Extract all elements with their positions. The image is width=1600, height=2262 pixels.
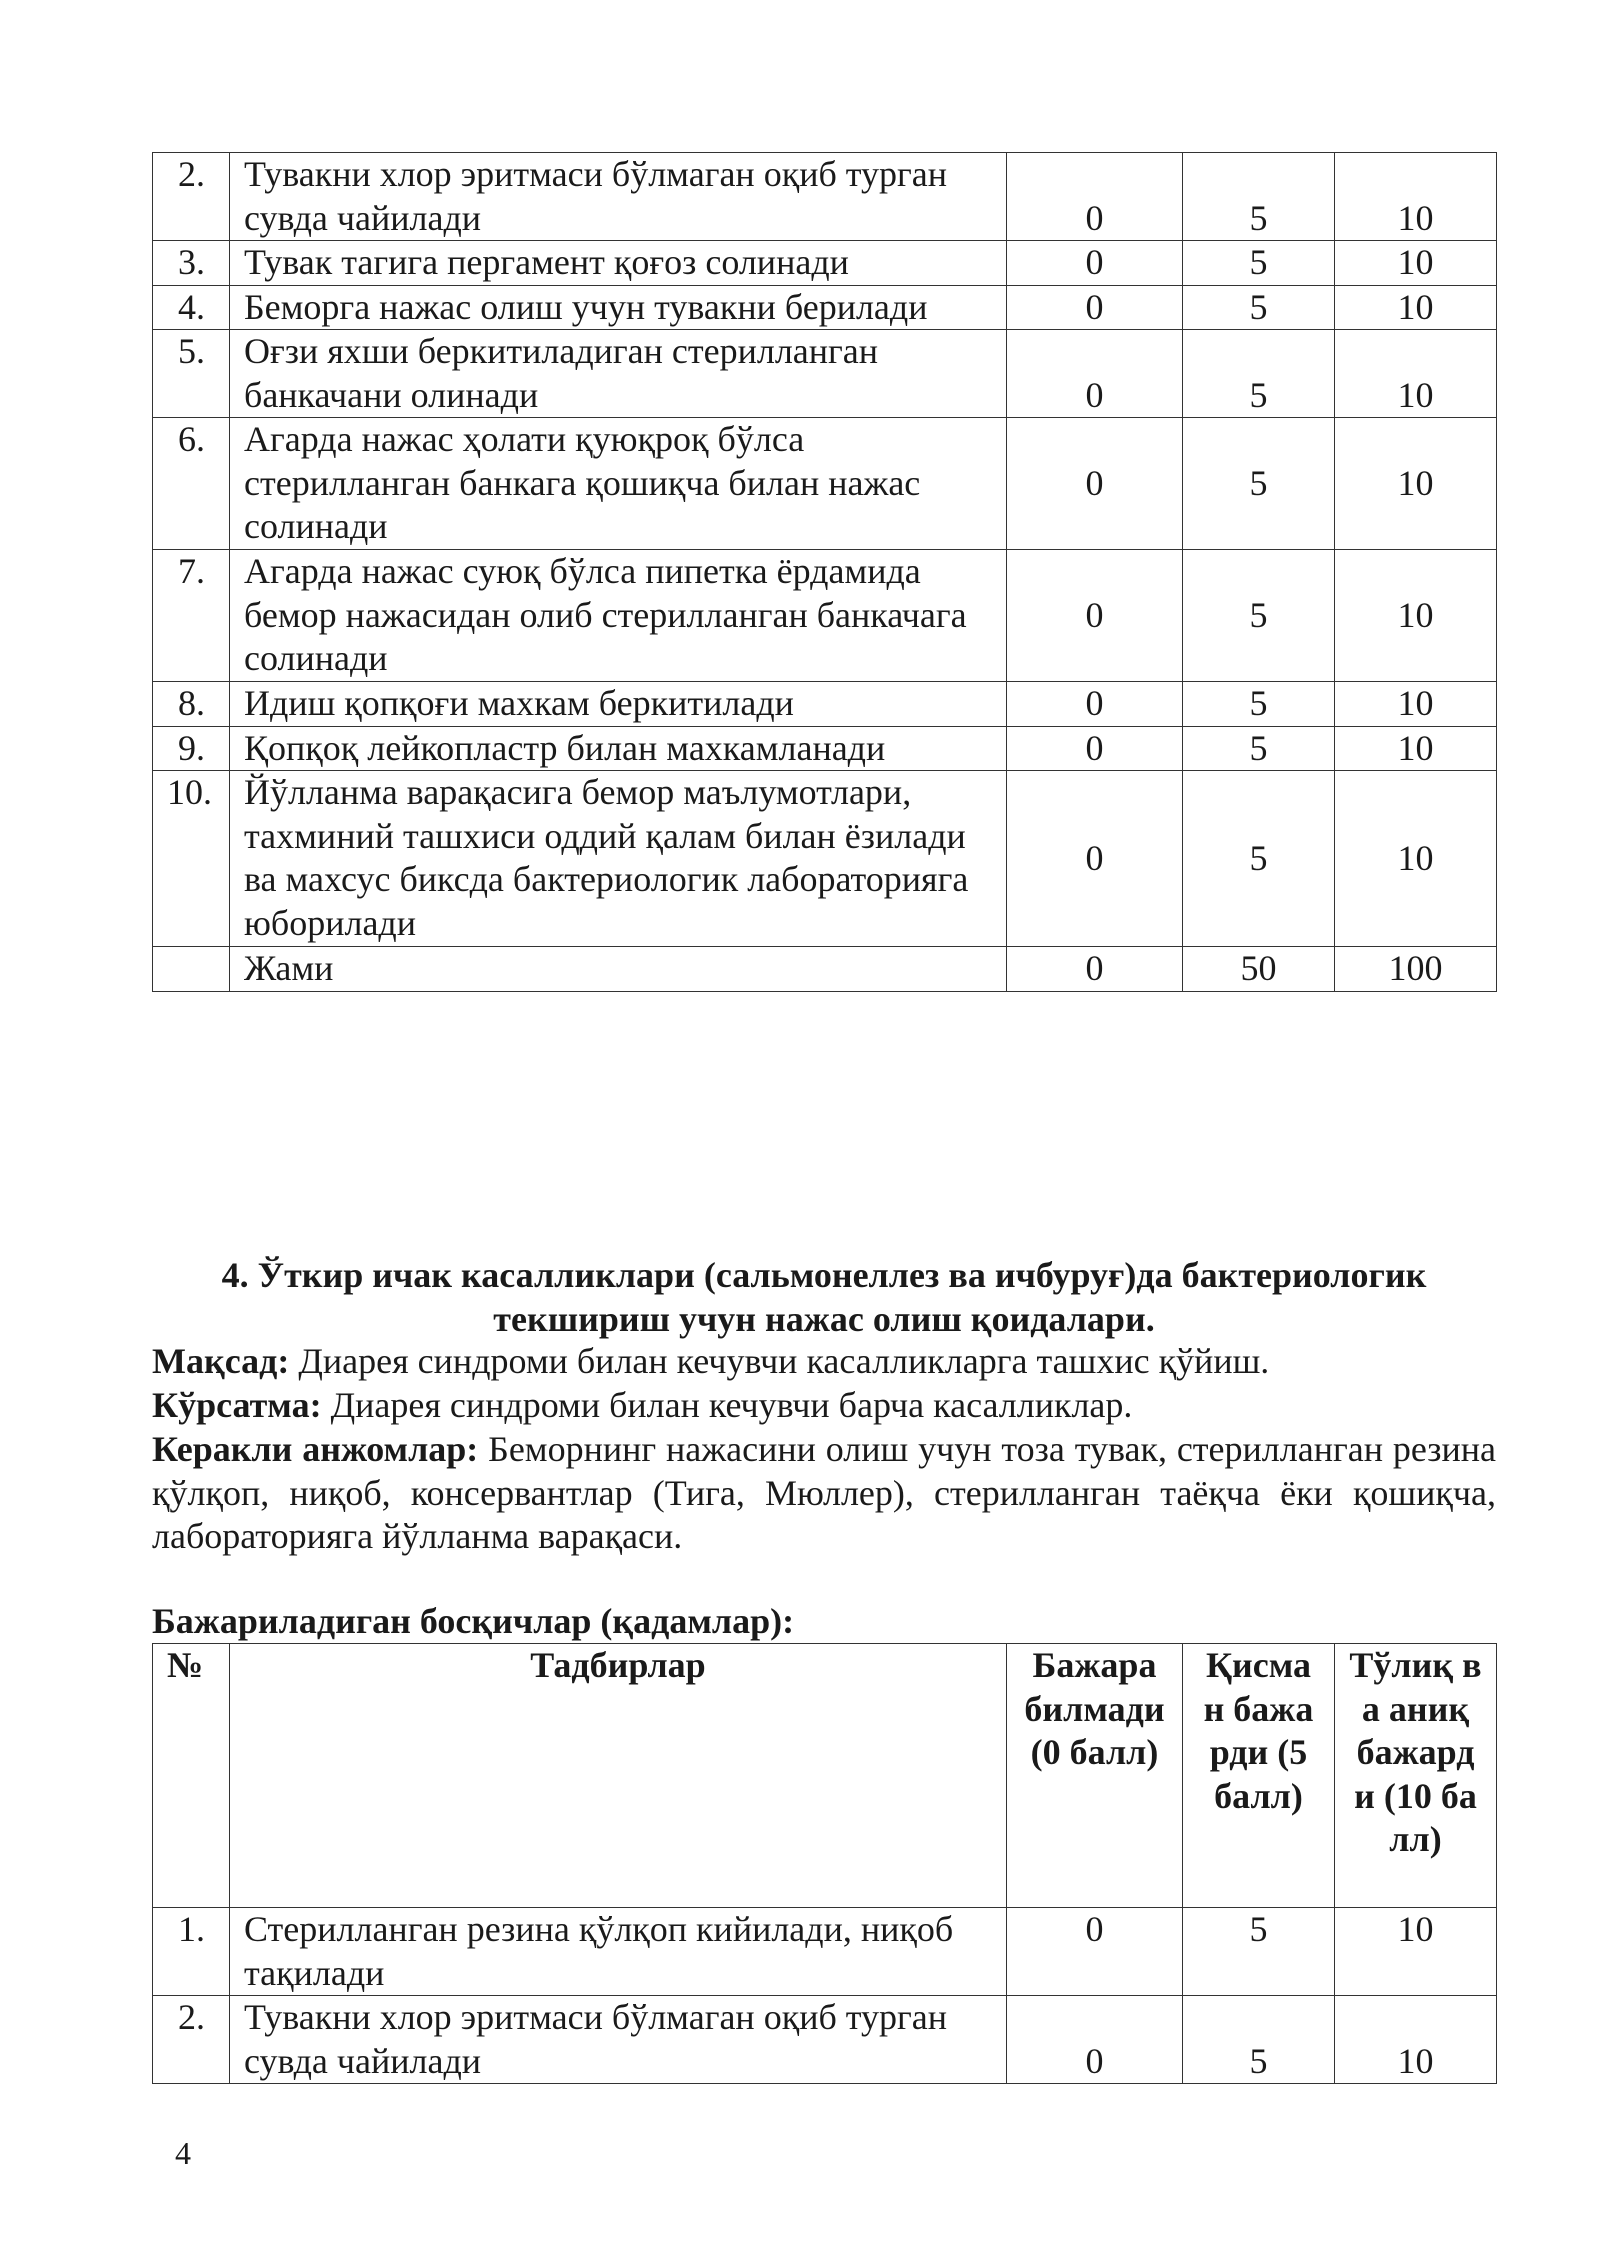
score-10: 10 <box>1335 682 1497 727</box>
score-10: 10 <box>1335 726 1497 771</box>
row-number: 6. <box>153 418 230 550</box>
score-5: 5 <box>1183 550 1335 682</box>
score-5: 5 <box>1183 285 1335 330</box>
row-number: 9. <box>153 726 230 771</box>
score-0: 0 <box>1007 682 1183 727</box>
table-row <box>153 418 1497 550</box>
score-5: 5 <box>1183 771 1335 947</box>
row-activity: Тувакни хлор эритмаси бўлмаган оқиб турган сувда чайилади <box>230 153 1007 241</box>
score-5: 5 <box>1183 418 1335 550</box>
row-number: 1. <box>153 1908 230 1996</box>
row-activity: Идиш қопқоғи махкам беркитилади <box>230 682 1007 727</box>
table-row <box>153 771 1497 947</box>
score-0: 0 <box>1007 330 1183 418</box>
table-row <box>153 550 1497 682</box>
table-row <box>153 153 1497 241</box>
row-number-empty <box>153 947 230 992</box>
score-10: 10 <box>1335 1996 1497 2084</box>
total-score-0: 0 <box>1007 947 1183 992</box>
steps-heading: Бажариладиган босқичлар (қадамлар): <box>152 1601 795 1641</box>
score-0: 0 <box>1007 241 1183 286</box>
score-table <box>152 1643 1497 2084</box>
indication-label: Кўрсатма: <box>152 1385 322 1425</box>
total-score-5: 50 <box>1183 947 1335 992</box>
tools-paragraph <box>152 1428 1496 1559</box>
goal-text: Диарея синдроми билан кечувчи касалликларга ташхис қўйиш. <box>289 1341 1270 1381</box>
header-score-10: Тўлиқ ва аниқ бажарди (10 балл) <box>1335 1644 1497 1908</box>
score-10: 10 <box>1335 285 1497 330</box>
goal-label: Мақсад: <box>152 1341 290 1381</box>
score-0: 0 <box>1007 726 1183 771</box>
section-title-line-2: текшириш учун нажас олиш қоидалари. <box>493 1299 1155 1339</box>
score-0: 0 <box>1007 1908 1183 1996</box>
header-score-0: Бажара билмади (0 балл) <box>1007 1644 1183 1908</box>
row-number: 8. <box>153 682 230 727</box>
score-10: 10 <box>1335 550 1497 682</box>
score-10: 10 <box>1335 1908 1497 1996</box>
row-activity: Йўлланма варақасига бемор маълумотлари, тахминий ташхиси оддий қалам билан ёзилади ва махсус биксда бактериологик лабораторияга юборилади <box>230 771 1007 947</box>
row-activity: Беморга нажас олиш учун тувакни берилади <box>230 285 1007 330</box>
table-row <box>153 285 1497 330</box>
table-row <box>153 726 1497 771</box>
score-5: 5 <box>1183 330 1335 418</box>
header-number: № <box>153 1644 230 1908</box>
score-0: 0 <box>1007 550 1183 682</box>
row-number: 2. <box>153 153 230 241</box>
table-row <box>153 330 1497 418</box>
table-header-row <box>153 1644 1497 1908</box>
row-activity: Оғзи яхши беркитиладиган стерилланган банкачани олинади <box>230 330 1007 418</box>
score-0: 0 <box>1007 285 1183 330</box>
row-activity: Стерилланган резина қўлқоп кийилади, ниқоб тақилади <box>230 1908 1007 1996</box>
score-5: 5 <box>1183 241 1335 286</box>
total-label: Жами <box>230 947 1007 992</box>
score-10: 10 <box>1335 771 1497 947</box>
score-0: 0 <box>1007 153 1183 241</box>
table-row <box>153 241 1497 286</box>
row-number: 5. <box>153 330 230 418</box>
row-number: 10. <box>153 771 230 947</box>
score-5: 5 <box>1183 726 1335 771</box>
row-activity: Қопқоқ лейкопластр билан махкамланади <box>230 726 1007 771</box>
section-title <box>152 1253 1496 1341</box>
score-10: 10 <box>1335 241 1497 286</box>
row-activity: Тувакни хлор эритмаси бўлмаган оқиб турган сувда чайилади <box>230 1996 1007 2084</box>
indication-paragraph <box>152 1384 1496 1428</box>
tools-text: Беморнинг нажасини олиш учун тоза тувак, стерилланган резина қўлқоп, ниқоб, консервантлар (Тига, Мюллер), стерилланган таёқча ёки қошиқча, лабораторияга йўлланма варақаси. <box>152 1429 1496 1556</box>
table-row <box>153 682 1497 727</box>
table-row <box>153 1908 1497 1996</box>
header-activity: Тадбирлар <box>230 1644 1007 1908</box>
goal-paragraph <box>152 1340 1496 1384</box>
row-activity: Агарда нажас суюқ бўлса пипетка ёрдамида бемор нажасидан олиб стерилланган банкачага солинади <box>230 550 1007 682</box>
score-10: 10 <box>1335 418 1497 550</box>
score-5: 5 <box>1183 1908 1335 1996</box>
header-score-5: Қисман бажарди (5 балл) <box>1183 1644 1335 1908</box>
row-number: 3. <box>153 241 230 286</box>
row-number: 2. <box>153 1996 230 2084</box>
score-10: 10 <box>1335 330 1497 418</box>
section-title-line-1: 4. Ўткир ичак касалликлари (сальмонеллез ва ичбуруғ)да бактериологик <box>221 1255 1427 1295</box>
tools-label: Керакли анжомлар: <box>152 1429 479 1469</box>
row-number: 7. <box>153 550 230 682</box>
table-row <box>153 1996 1497 2084</box>
row-number: 4. <box>153 285 230 330</box>
score-5: 5 <box>1183 682 1335 727</box>
score-0: 0 <box>1007 771 1183 947</box>
row-activity: Агарда нажас ҳолати қуюқроқ бўлса стерилланган банкага қошиқча билан нажас солинади <box>230 418 1007 550</box>
total-row <box>153 947 1497 992</box>
score-5: 5 <box>1183 1996 1335 2084</box>
score-0: 0 <box>1007 418 1183 550</box>
page-number: 4 <box>175 2135 191 2171</box>
score-10: 10 <box>1335 153 1497 241</box>
row-activity: Тувак тагига пергамент қоғоз солинади <box>230 241 1007 286</box>
total-score-10: 100 <box>1335 947 1497 992</box>
score-0: 0 <box>1007 1996 1183 2084</box>
score-5: 5 <box>1183 153 1335 241</box>
indication-text: Диарея синдроми билан кечувчи барча касалликлар. <box>321 1385 1133 1425</box>
score-table-continued <box>152 152 1497 992</box>
